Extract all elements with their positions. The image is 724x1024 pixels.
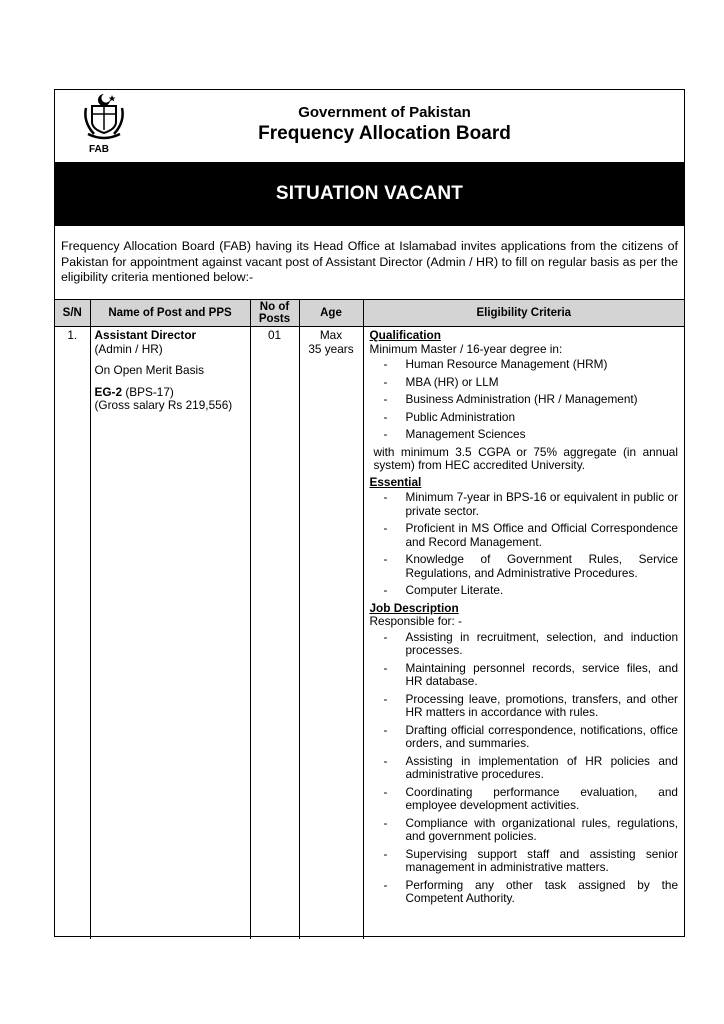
qualification-note: with minimum 3.5 CGPA or 75% aggregate (in annual system) from HEC accredited University.	[373, 444, 678, 472]
government-title: Government of Pakistan	[298, 104, 471, 121]
list-item: - Processing leave, promotions, transfers, and other HR matters in accordance with rules.	[370, 693, 679, 720]
vacancy-table	[55, 300, 684, 939]
list-item: - Management Sciences	[370, 428, 679, 442]
essential-list	[370, 491, 679, 598]
grade-code: EG-2	[94, 384, 123, 399]
header-post: Name of Post and PPS	[90, 300, 250, 327]
list-item: - Knowledge of Government Rules, Service Regulations, and Administrative Procedures.	[370, 553, 679, 580]
row-age	[299, 327, 363, 940]
list-item: - Compliance with organizational rules, regulations, and government policies.	[370, 817, 679, 844]
age-max: Max	[319, 328, 343, 342]
header-age: Age	[299, 300, 363, 327]
document-header	[55, 90, 684, 162]
grade-bps: (BPS-17)	[122, 384, 174, 399]
header-sn: S/N	[55, 300, 90, 327]
intro-paragraph: Frequency Allocation Board (FAB) having its Head Office at Islamabad invites applications from the citizens of Pakistan for appointment against vacant post of Assistant Director (Admin / HR) to fill on regular basis as per the eligibility criteria mentioned below:-	[55, 226, 684, 300]
list-item: - Assisting in recruitment, selection, and induction processes.	[370, 631, 679, 658]
list-item: - Drafting official correspondence, notifications, office orders, and summaries.	[370, 724, 679, 751]
list-item: - Human Resource Management (HRM)	[370, 358, 679, 372]
job-description-intro: Responsible for: -	[369, 614, 462, 628]
age-years: 35 years	[308, 341, 354, 356]
logo-caption: FAB	[89, 144, 109, 155]
job-description-list	[370, 631, 679, 906]
job-description-heading: Job Description	[369, 600, 459, 615]
list-item: - Assisting in implementation of HR policies and administrative procedures.	[370, 755, 679, 782]
table-header-row	[55, 300, 684, 327]
qualification-intro: Minimum Master / 16-year degree in:	[369, 341, 563, 356]
list-item: - Supervising support staff and assisting senior management in administrative matters.	[370, 848, 679, 875]
list-item: - Performing any other task assigned by the Competent Authority.	[370, 879, 679, 906]
situation-vacant-banner: SITUATION VACANT	[55, 162, 684, 226]
post-salary: (Gross salary Rs 219,556)	[94, 398, 233, 412]
row-sn: 1.	[67, 328, 78, 342]
board-title: Frequency Allocation Board	[258, 123, 511, 144]
post-title: Assistant Director	[94, 328, 197, 342]
list-item: - Coordinating performance evaluation, and employee development activities.	[370, 786, 679, 813]
list-item: - Public Administration	[370, 411, 679, 425]
row-criteria	[363, 327, 684, 940]
list-item: - Computer Literate.	[370, 584, 679, 598]
table-row	[55, 327, 684, 940]
qualification-heading: Qualification	[369, 328, 441, 342]
header-num-posts	[250, 300, 299, 327]
qualification-list	[370, 358, 679, 442]
essential-heading: Essential	[369, 474, 422, 489]
list-item: - MBA (HR) or LLM	[370, 376, 679, 390]
post-basis: On Open Merit Basis	[94, 363, 204, 377]
list-item: - Minimum 7-year in BPS-16 or equivalent in public or private sector.	[370, 491, 679, 518]
advertisement-document	[54, 89, 685, 937]
post-subtitle: (Admin / HR)	[94, 341, 163, 356]
list-item: - Proficient in MS Office and Official Correspondence and Record Management.	[370, 522, 679, 549]
header-num-posts-label: No of Posts	[258, 301, 291, 325]
post-grade	[95, 386, 246, 400]
list-item: - Business Administration (HR / Management)	[370, 393, 679, 407]
header-criteria: Eligibility Criteria	[363, 300, 684, 327]
list-item: - Maintaining personnel records, service files, and HR database.	[370, 662, 679, 689]
row-num-posts: 01	[250, 327, 299, 940]
row-post-cell	[90, 327, 250, 940]
